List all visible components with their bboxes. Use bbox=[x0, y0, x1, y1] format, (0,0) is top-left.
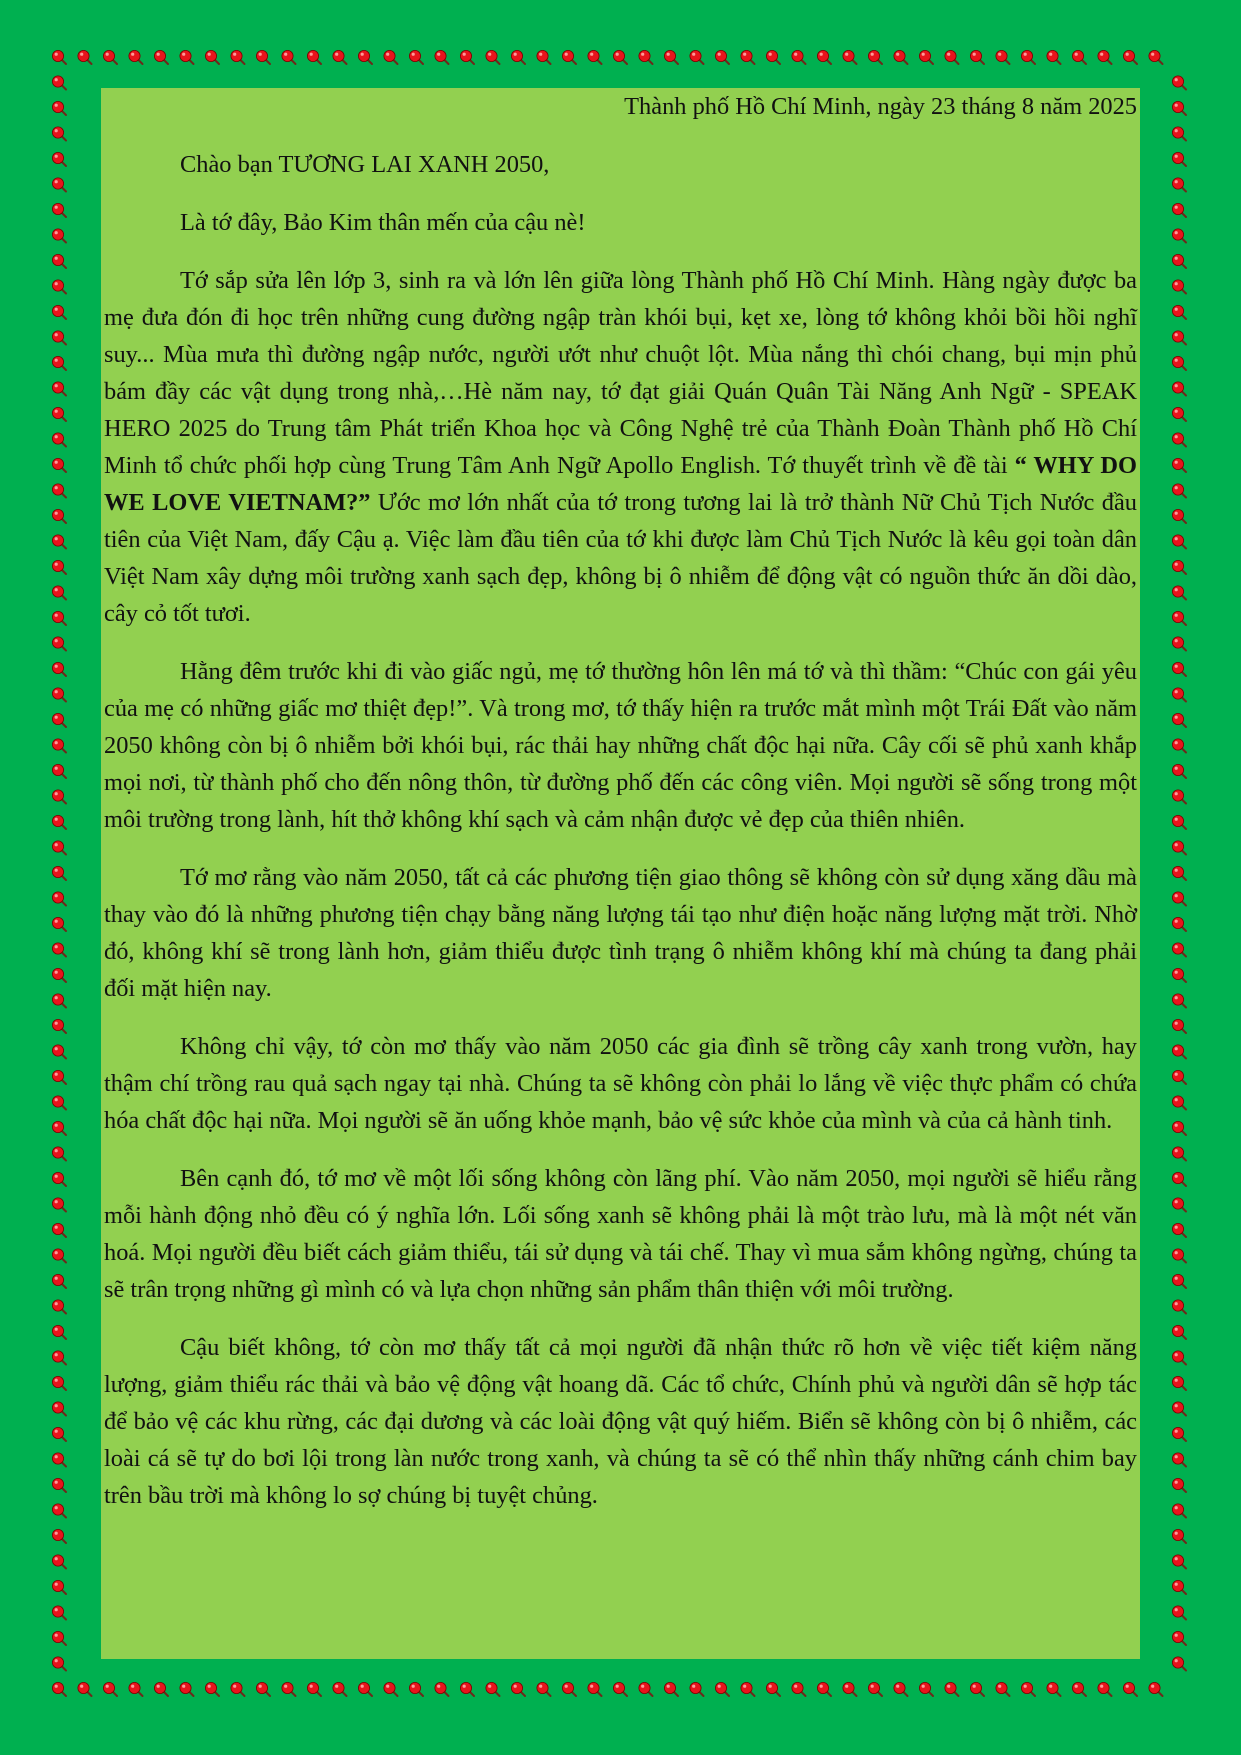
push-pin-icon bbox=[588, 50, 602, 64]
push-pin-icon bbox=[52, 203, 66, 217]
push-pin-icon bbox=[52, 1606, 66, 1620]
letter-paragraph-3: Tớ mơ rằng vào năm 2050, tất cả các phương tiện giao thông sẽ không còn sử dụng xăng dầu mà thay vào đó là những phương tiện chạy bằng năng lượng tái tạo như điện hoặc năng lượng mặt trời. Nhờ đó, không khí sẽ trong lành hơn, giảm thiểu được tình trạng ô nhiễm không khí mà chúng ta đang phải đối mặt hiện nay. bbox=[104, 864, 1137, 1002]
push-pin-icon bbox=[1172, 1121, 1186, 1135]
push-pin-icon bbox=[562, 50, 576, 64]
push-pin-icon bbox=[715, 1682, 729, 1696]
push-pin-icon bbox=[52, 611, 66, 625]
push-pin-icon bbox=[282, 1682, 296, 1696]
push-pin-icon bbox=[1172, 1325, 1186, 1339]
push-pin-icon bbox=[52, 662, 66, 676]
push-pin-icon bbox=[52, 943, 66, 957]
push-pin-icon bbox=[52, 1019, 66, 1033]
push-pin-icon bbox=[996, 50, 1010, 64]
push-pin-icon bbox=[52, 535, 66, 549]
push-pin-icon bbox=[639, 1682, 653, 1696]
push-pin-icon bbox=[409, 1682, 423, 1696]
push-pin-icon bbox=[52, 866, 66, 880]
push-pin-icon bbox=[52, 254, 66, 268]
letter-intro: Là tớ đây, Bảo Kim thân mến của cậu nè! bbox=[180, 209, 586, 236]
push-pin-icon bbox=[1172, 1147, 1186, 1161]
letter-paragraph-1 bbox=[104, 262, 1137, 632]
push-pin-icon bbox=[1172, 1172, 1186, 1186]
push-pin-icon bbox=[205, 50, 219, 64]
push-pin-icon bbox=[1172, 611, 1186, 625]
push-pin-icon bbox=[1172, 280, 1186, 294]
push-pin-icon bbox=[52, 433, 66, 447]
push-pin-icon bbox=[333, 1682, 347, 1696]
push-pin-icon bbox=[1172, 1606, 1186, 1620]
push-pin-icon bbox=[1172, 101, 1186, 115]
push-pin-icon bbox=[1172, 713, 1186, 727]
push-pin-icon bbox=[129, 50, 143, 64]
push-pin-icon bbox=[52, 739, 66, 753]
push-pin-icon bbox=[180, 50, 194, 64]
push-pin-icon bbox=[1172, 331, 1186, 345]
push-pin-icon bbox=[103, 1682, 117, 1696]
push-pin-icon bbox=[868, 50, 882, 64]
push-pin-icon bbox=[52, 1096, 66, 1110]
push-pin-icon bbox=[460, 50, 474, 64]
push-pin-icon bbox=[52, 1274, 66, 1288]
paragraph-1-text-start: Tớ sắp sửa lên lớp 3, sinh ra và lớn lên giữa lòng Thành phố Hồ Chí Minh. Hàng ngày được ba mẹ đưa đón đi học trên những cung đường ngập tràn khói bụi, kẹt xe, lòng tớ không khỏi bồi hồi nghĩ suy... Mùa mưa thì đường ngập nước, người ướt như chuột lột. Mùa nắng thì chói chang, bụi mịn phủ bám đầy các vật dụng trong nhà,…Hè năm nay, tớ đạt giải Quán Quân Tài Năng Anh Ngữ - SPEAK HERO 2025 do Trung tâm Phát triển Khoa học và Công Nghệ trẻ của Thành Đoàn Thành phố Hồ Chí Minh tổ chức phối hợp cùng Trung Tâm Anh Ngữ Apollo English. Tớ thuyết trình về đề tài bbox=[104, 267, 1137, 479]
push-pin-icon bbox=[613, 50, 627, 64]
push-pin-icon bbox=[409, 50, 423, 64]
push-pin-icon bbox=[52, 280, 66, 294]
push-pin-icon bbox=[817, 50, 831, 64]
push-pin-icon bbox=[1172, 1453, 1186, 1467]
push-pin-icon bbox=[1172, 1274, 1186, 1288]
push-pin-icon bbox=[52, 1580, 66, 1594]
push-pin-icon bbox=[1172, 739, 1186, 753]
push-pin-icon bbox=[1172, 688, 1186, 702]
push-pin-icon bbox=[817, 1682, 831, 1696]
push-pin-icon bbox=[970, 50, 984, 64]
push-pin-icon bbox=[231, 1682, 245, 1696]
speech-topic-title: “ WHY DO WE LOVE VIETNAM?” bbox=[104, 452, 1138, 516]
push-pin-icon bbox=[52, 1529, 66, 1543]
push-pin-icon bbox=[1172, 866, 1186, 880]
push-pin-icon bbox=[1172, 1070, 1186, 1084]
push-pin-icon bbox=[741, 1682, 755, 1696]
push-pin-icon bbox=[52, 892, 66, 906]
push-pin-icon bbox=[1172, 841, 1186, 855]
push-pin-icon bbox=[52, 382, 66, 396]
push-pin-icon bbox=[52, 1478, 66, 1492]
push-pin-icon bbox=[1172, 382, 1186, 396]
push-pin-icon bbox=[537, 50, 551, 64]
push-pin-icon bbox=[384, 1682, 398, 1696]
push-pin-icon bbox=[664, 1682, 678, 1696]
push-pin-icon bbox=[52, 1376, 66, 1390]
push-pin-icon bbox=[868, 1682, 882, 1696]
push-pin-icon bbox=[792, 50, 806, 64]
push-pin-icon bbox=[52, 1070, 66, 1084]
push-pin-icon bbox=[52, 356, 66, 370]
push-pin-icon bbox=[1172, 943, 1186, 957]
push-pin-icon bbox=[1172, 127, 1186, 141]
push-pin-icon bbox=[843, 50, 857, 64]
push-pin-icon bbox=[256, 1682, 270, 1696]
push-pin-icon bbox=[1172, 305, 1186, 319]
push-pin-icon bbox=[52, 1147, 66, 1161]
push-pin-icon bbox=[52, 101, 66, 115]
push-pin-icon bbox=[1172, 1555, 1186, 1569]
push-pin-icon bbox=[52, 790, 66, 804]
push-pin-icon bbox=[1172, 1504, 1186, 1518]
push-pin-icon bbox=[1172, 152, 1186, 166]
push-pin-icon bbox=[1172, 1657, 1186, 1671]
push-pin-icon bbox=[52, 407, 66, 421]
push-pin-icon bbox=[52, 764, 66, 778]
push-pin-icon bbox=[1172, 1019, 1186, 1033]
push-pin-icon bbox=[52, 484, 66, 498]
push-pin-icon bbox=[52, 1300, 66, 1314]
push-pin-icon bbox=[52, 305, 66, 319]
push-pin-icon bbox=[1172, 1223, 1186, 1237]
push-pin-icon bbox=[435, 1682, 449, 1696]
push-pin-icon bbox=[766, 1682, 780, 1696]
letter-paragraph-5: Bên cạnh đó, tớ mơ về một lối sống không còn lãng phí. Vào năm 2050, mọi người sẽ hiểu rằng mỗi hành động nhỏ đều có ý nghĩa lớn. Lối sống xanh sẽ không phải là một trào lưu, mà là một nét văn hoá. Mọi người đều biết cách giảm thiểu, tái sử dụng và tái chế. Thay vì mua sắm không ngừng, chúng ta sẽ trân trọng những gì mình có và lựa chọn những sản phẩm thân thiện với môi trường. bbox=[104, 1165, 1137, 1303]
push-pin-icon bbox=[1172, 509, 1186, 523]
push-pin-icon bbox=[639, 50, 653, 64]
push-pin-icon bbox=[1172, 178, 1186, 192]
push-pin-icon bbox=[52, 1249, 66, 1263]
push-pin-icon bbox=[1123, 1682, 1137, 1696]
push-pin-icon bbox=[52, 1198, 66, 1212]
push-pin-icon bbox=[1172, 484, 1186, 498]
push-pin-icon bbox=[52, 1555, 66, 1569]
push-pin-icon bbox=[52, 50, 66, 64]
push-pin-icon bbox=[1172, 535, 1186, 549]
push-pin-icon bbox=[1098, 1682, 1112, 1696]
push-pin-icon bbox=[1172, 560, 1186, 574]
push-pin-icon bbox=[52, 1631, 66, 1645]
push-pin-icon bbox=[562, 1682, 576, 1696]
push-pin-icon bbox=[52, 917, 66, 931]
push-pin-icon bbox=[1172, 1198, 1186, 1212]
push-pin-icon bbox=[52, 688, 66, 702]
push-pin-icon bbox=[52, 1682, 66, 1696]
push-pin-icon bbox=[511, 50, 525, 64]
push-pin-icon bbox=[1172, 917, 1186, 931]
push-pin-icon bbox=[52, 815, 66, 829]
push-pin-icon bbox=[1172, 1529, 1186, 1543]
push-pin-icon bbox=[205, 1682, 219, 1696]
push-pin-icon bbox=[52, 1504, 66, 1518]
push-pin-icon bbox=[1172, 458, 1186, 472]
push-pin-icon bbox=[690, 50, 704, 64]
push-pin-icon bbox=[843, 1682, 857, 1696]
push-pin-icon bbox=[1021, 1682, 1035, 1696]
push-pin-icon bbox=[231, 50, 245, 64]
letter-greeting: Chào bạn TƯƠNG LAI XANH 2050, bbox=[180, 151, 550, 178]
push-pin-icon bbox=[1072, 1682, 1086, 1696]
push-pin-icon bbox=[1172, 407, 1186, 421]
push-pin-icon bbox=[1172, 1096, 1186, 1110]
push-pin-icon bbox=[358, 1682, 372, 1696]
push-pin-icon bbox=[52, 1121, 66, 1135]
push-pin-icon bbox=[333, 50, 347, 64]
push-pin-icon bbox=[384, 50, 398, 64]
push-pin-icon bbox=[52, 994, 66, 1008]
push-pin-icon bbox=[715, 50, 729, 64]
push-pin-icon bbox=[52, 1657, 66, 1671]
push-pin-icon bbox=[792, 1682, 806, 1696]
push-pin-icon bbox=[945, 1682, 959, 1696]
push-pin-icon bbox=[1149, 50, 1163, 64]
push-pin-icon bbox=[52, 1453, 66, 1467]
push-pin-icon bbox=[52, 127, 66, 141]
push-pin-icon bbox=[894, 50, 908, 64]
push-pin-icon bbox=[1172, 76, 1186, 90]
push-pin-icon bbox=[1021, 50, 1035, 64]
push-pin-icon bbox=[52, 1223, 66, 1237]
letter-paragraph-6: Cậu biết không, tớ còn mơ thấy tất cả mọi người đã nhận thức rõ hơn về việc tiết kiệm năng lượng, giảm thiểu rác thải và bảo vệ động vật hoang dã. Các tổ chức, Chính phủ và người dân sẽ hợp tác để bảo vệ các khu rừng, các đại dương và các loài động vật quý hiếm. Biển sẽ không còn bị ô nhiễm, các loài cá sẽ tự do bơi lội trong làn nước trong xanh, và chúng ta sẽ có thể nhìn thấy những cánh chim bay trên bầu trời mà không lo sợ chúng bị tuyệt chủng. bbox=[104, 1334, 1137, 1509]
push-pin-icon bbox=[52, 152, 66, 166]
push-pin-icon bbox=[1172, 1478, 1186, 1492]
push-pin-icon bbox=[52, 1045, 66, 1059]
push-pin-icon bbox=[996, 1682, 1010, 1696]
push-pin-icon bbox=[1172, 1300, 1186, 1314]
push-pin-icon bbox=[52, 1427, 66, 1441]
push-pin-icon bbox=[52, 713, 66, 727]
push-pin-icon bbox=[52, 586, 66, 600]
push-pin-icon bbox=[307, 1682, 321, 1696]
push-pin-icon bbox=[1172, 1045, 1186, 1059]
push-pin-icon bbox=[78, 1682, 92, 1696]
push-pin-icon bbox=[52, 1325, 66, 1339]
push-pin-icon bbox=[894, 1682, 908, 1696]
push-pin-icon bbox=[435, 50, 449, 64]
push-pin-icon bbox=[1172, 203, 1186, 217]
push-pin-icon bbox=[1172, 1427, 1186, 1441]
push-pin-icon bbox=[1172, 1351, 1186, 1365]
push-pin-icon bbox=[766, 50, 780, 64]
push-pin-icon bbox=[1072, 50, 1086, 64]
push-pin-icon bbox=[1172, 229, 1186, 243]
push-pin-icon bbox=[52, 560, 66, 574]
push-pin-icon bbox=[78, 50, 92, 64]
push-pin-icon bbox=[664, 50, 678, 64]
push-pin-icon bbox=[358, 50, 372, 64]
push-pin-icon bbox=[1172, 637, 1186, 651]
push-pin-icon bbox=[52, 76, 66, 90]
push-pin-icon bbox=[1172, 254, 1186, 268]
push-pin-icon bbox=[282, 50, 296, 64]
push-pin-icon bbox=[945, 50, 959, 64]
push-pin-icon bbox=[1172, 1580, 1186, 1594]
push-pin-icon bbox=[460, 1682, 474, 1696]
push-pin-icon bbox=[256, 50, 270, 64]
paragraph-1-text-end: Ước mơ lớn nhất của tớ trong tương lai là trở thành Nữ Chủ Tịch Nước đầu tiên của Việt Nam, đấy Cậu ạ. Việc làm đầu tiên của tớ khi được làm Chủ Tịch Nước là kêu gọi toàn dân Việt Nam xây dựng môi trường xanh sạch đẹp, không bị ô nhiễm để động vật có nguồn thức ăn dồi dào, cây cỏ tốt tươi. bbox=[104, 489, 1137, 627]
push-pin-icon bbox=[180, 1682, 194, 1696]
push-pin-icon bbox=[588, 1682, 602, 1696]
push-pin-icon bbox=[1172, 1631, 1186, 1645]
push-pin-icon bbox=[1172, 356, 1186, 370]
push-pin-icon bbox=[613, 1682, 627, 1696]
push-pin-icon bbox=[1149, 1682, 1163, 1696]
push-pin-icon bbox=[1172, 1376, 1186, 1390]
push-pin-icon bbox=[307, 50, 321, 64]
push-pin-icon bbox=[1172, 968, 1186, 982]
push-pin-icon bbox=[52, 458, 66, 472]
push-pin-icon bbox=[1172, 764, 1186, 778]
push-pin-icon bbox=[52, 637, 66, 651]
push-pin-icon bbox=[919, 1682, 933, 1696]
push-pin-icon bbox=[52, 1172, 66, 1186]
push-pin-icon bbox=[1172, 662, 1186, 676]
push-pin-icon bbox=[1172, 994, 1186, 1008]
letter-paragraph-4: Không chỉ vậy, tớ còn mơ thấy vào năm 2050 các gia đình sẽ trồng cây xanh trong vườn, hay thậm chí trồng rau quả sạch ngay tại nhà. Chúng ta sẽ không còn phải lo lắng về việc thực phẩm có chứa hóa chất độc hại nữa. Mọi người sẽ ăn uống khỏe mạnh, bảo vệ sức khỏe của mình và của cả hành tinh. bbox=[104, 1033, 1137, 1134]
push-pin-icon bbox=[1172, 892, 1186, 906]
push-pin-icon bbox=[1172, 433, 1186, 447]
push-pin-icon bbox=[511, 1682, 525, 1696]
push-pin-icon bbox=[1047, 50, 1061, 64]
push-pin-icon bbox=[1098, 50, 1112, 64]
push-pin-icon bbox=[690, 1682, 704, 1696]
push-pin-icon bbox=[919, 50, 933, 64]
push-pin-icon bbox=[52, 1351, 66, 1365]
push-pin-icon bbox=[103, 50, 117, 64]
push-pin-icon bbox=[1172, 1249, 1186, 1263]
push-pin-icon bbox=[486, 50, 500, 64]
letter-paragraph-2: Hằng đêm trước khi đi vào giấc ngủ, mẹ tớ thường hôn lên má tớ và thì thầm: “Chúc con gái yêu của mẹ có những giấc mơ thiệt đẹp!”. Và trong mơ, tớ thấy hiện ra trước mắt mình một Trái Đất vào năm 2050 không còn bị ô nhiễm bởi khói bụi, rác thải hay những chất độc hại nữa. Cây cối sẽ phủ xanh khắp mọi nơi, từ thành phố cho đến nông thôn, từ đường phố đến các công viên. Mọi người sẽ sống trong một môi trường trong lành, hít thở không khí sạch và cảm nhận được vẻ đẹp của thiên nhiên. bbox=[104, 658, 1137, 833]
push-pin-icon bbox=[154, 1682, 168, 1696]
push-pin-icon bbox=[970, 1682, 984, 1696]
push-pin-icon bbox=[52, 1402, 66, 1416]
push-pin-icon bbox=[1172, 1402, 1186, 1416]
push-pin-icon bbox=[154, 50, 168, 64]
letter-dateline: Thành phố Hồ Chí Minh, ngày 23 tháng 8 năm 2025 bbox=[624, 93, 1137, 120]
push-pin-icon bbox=[52, 331, 66, 345]
push-pin-icon bbox=[1172, 790, 1186, 804]
push-pin-icon bbox=[537, 1682, 551, 1696]
push-pin-icon bbox=[52, 968, 66, 982]
push-pin-icon bbox=[1047, 1682, 1061, 1696]
push-pin-icon bbox=[52, 229, 66, 243]
push-pin-icon bbox=[741, 50, 755, 64]
push-pin-icon bbox=[1123, 50, 1137, 64]
push-pin-icon bbox=[52, 841, 66, 855]
push-pin-icon bbox=[129, 1682, 143, 1696]
push-pin-icon bbox=[52, 178, 66, 192]
letter-page bbox=[101, 88, 1140, 1659]
push-pin-icon bbox=[1172, 586, 1186, 600]
push-pin-icon bbox=[1172, 815, 1186, 829]
push-pin-icon bbox=[52, 509, 66, 523]
push-pin-icon bbox=[486, 1682, 500, 1696]
